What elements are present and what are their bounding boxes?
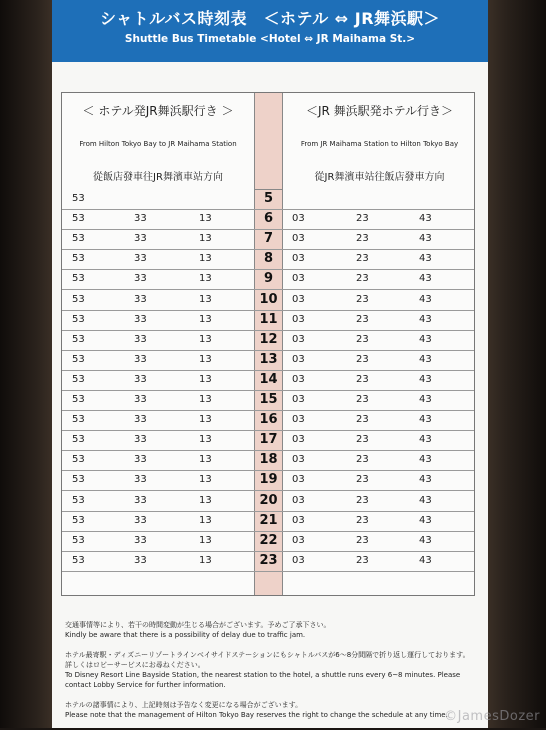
note-bayside-jp: ホテル最寄駅・ディズニーリゾートラインベイサイドステーションにもシャトルバスが6〜8分間隔で折り返し運行しております。 <box>65 651 470 659</box>
outbound-minute: 13 <box>199 394 212 405</box>
outbound-minute: 33 <box>134 353 147 365</box>
outbound-minute: 53 <box>72 414 85 426</box>
outbound-minute: 13 <box>199 313 212 325</box>
inbound-minute: 23 <box>356 273 369 285</box>
inbound-minute: 23 <box>356 253 369 265</box>
inbound-minute: 43 <box>419 534 432 546</box>
header-banner <box>52 0 488 62</box>
outbound-minute: 13 <box>199 293 212 305</box>
outbound-minute: 53 <box>72 554 85 566</box>
inbound-minute: 03 <box>292 313 305 325</box>
table-row <box>62 512 474 532</box>
inbound-minute: 23 <box>356 313 369 325</box>
outbound-chinese: 從飯店發車往JR舞濱車站方向 <box>93 172 223 183</box>
note-change-jp: ホテルの諸事情により、上記時刻は予告なく変更になる場合がございます。 <box>65 701 303 709</box>
note-delay-en: Kindly be aware that there is a possibility of delay due to traffic jam. <box>65 631 306 639</box>
table-row <box>62 311 474 331</box>
note-bayside-en2: contact Lobby Service for further information. <box>65 681 226 689</box>
outbound-minute: 33 <box>134 273 147 285</box>
note-delay <box>65 620 479 640</box>
outbound-column-header <box>62 93 254 189</box>
inbound-minute: 43 <box>419 474 432 486</box>
inbound-chinese: 從JR舞濱車站往飯店發車方向 <box>314 172 445 183</box>
table-row <box>62 572 474 592</box>
inbound-minute: 23 <box>356 454 369 466</box>
outbound-minute: 13 <box>199 434 212 446</box>
notes-section <box>65 620 479 730</box>
inbound-minute: 43 <box>419 293 432 305</box>
outbound-minute: 13 <box>199 454 212 466</box>
inbound-column-header <box>283 93 476 189</box>
outbound-minute: 53 <box>72 373 85 385</box>
inbound-minute: 23 <box>356 373 369 385</box>
inbound-minute: 23 <box>356 213 369 225</box>
inbound-minute: 23 <box>356 534 369 546</box>
hour-label: 13 <box>259 351 278 367</box>
hour-label: 18 <box>259 452 278 468</box>
table-row <box>62 371 474 391</box>
outbound-minute: 13 <box>199 233 212 245</box>
inbound-minute: 43 <box>419 353 432 365</box>
inbound-minute: 03 <box>292 454 305 466</box>
inbound-minute: 43 <box>419 213 432 225</box>
hour-label: 10 <box>259 291 278 307</box>
outbound-minute: 53 <box>72 333 85 345</box>
inbound-minute: 03 <box>292 514 305 526</box>
outbound-title: ＜ ホテル発JR舞浜駅行き ＞ <box>82 104 234 118</box>
hour-label: 5 <box>263 191 274 206</box>
note-bayside-jp2: 詳しくはロビーサービスにお尋ねください。 <box>65 661 205 669</box>
outbound-minute: 53 <box>72 514 85 526</box>
outbound-minute: 53 <box>72 434 85 446</box>
outbound-minute: 33 <box>134 494 147 506</box>
hour-label: 15 <box>259 392 278 407</box>
inbound-minute: 23 <box>356 293 369 305</box>
inbound-minute: 23 <box>356 233 369 245</box>
inbound-minute: 03 <box>292 253 305 265</box>
outbound-minute: 33 <box>134 293 147 305</box>
hour-label: 19 <box>259 472 278 488</box>
outbound-minute: 33 <box>134 474 147 486</box>
inbound-minute: 03 <box>292 414 305 426</box>
inbound-minute: 03 <box>292 333 305 345</box>
hour-label: 9 <box>263 271 274 287</box>
note-bayside-en: To Disney Resort Line Bayside Station, the nearest station to the hotel, a shuttle runs every 6~8 minutes. Please <box>65 671 461 679</box>
outbound-minute: 33 <box>134 233 147 245</box>
note-bayside <box>65 650 479 690</box>
hour-label: 17 <box>259 432 278 448</box>
hour-label: 8 <box>263 251 274 267</box>
inbound-minute: 43 <box>419 514 432 526</box>
outbound-minute: 13 <box>199 514 212 526</box>
watermark-text: ©JamesDozer <box>444 709 540 724</box>
outbound-minute: 53 <box>72 293 85 305</box>
outbound-minute: 33 <box>134 373 147 385</box>
outbound-minute: 13 <box>199 213 212 225</box>
title-english: Shuttle Bus Timetable <Hotel ⇔ JR Maihama St.> <box>124 33 416 45</box>
outbound-minute: 13 <box>199 474 212 486</box>
outbound-minute: 33 <box>134 213 147 225</box>
inbound-minute: 23 <box>356 353 369 365</box>
outbound-minute: 53 <box>72 253 85 265</box>
inbound-minute: 23 <box>356 333 369 345</box>
hour-label: 21 <box>259 512 278 528</box>
outbound-minute: 33 <box>134 253 147 265</box>
inbound-minute: 43 <box>419 373 432 385</box>
outbound-minute: 53 <box>72 273 85 285</box>
outbound-minute: 33 <box>134 414 147 426</box>
outbound-minute: 13 <box>199 253 212 265</box>
outbound-minute: 13 <box>199 353 212 365</box>
outbound-minute: 33 <box>134 454 147 466</box>
table-row <box>62 391 474 411</box>
inbound-minute: 23 <box>356 474 369 486</box>
table-row <box>62 411 474 431</box>
inbound-minute: 43 <box>419 333 432 345</box>
outbound-minute: 53 <box>72 233 85 245</box>
table-row <box>62 471 474 491</box>
inbound-minute: 43 <box>419 554 432 566</box>
outbound-minute: 33 <box>134 333 147 345</box>
table-row <box>62 291 474 311</box>
inbound-minute: 23 <box>356 514 369 526</box>
outbound-minute: 33 <box>134 534 147 546</box>
outbound-minute: 13 <box>199 534 212 546</box>
inbound-minute: 03 <box>292 233 305 245</box>
table-row <box>62 351 474 371</box>
note-delay-jp: 交通事情等により、若干の時間変動が生じる場合がございます。予めご了承下さい。 <box>65 621 331 629</box>
hour-label: 16 <box>259 412 278 428</box>
table-row <box>62 210 474 230</box>
outbound-minute: 33 <box>134 514 147 526</box>
inbound-minute: 03 <box>292 534 305 546</box>
table-row <box>62 230 474 250</box>
timetable-board <box>52 0 488 728</box>
outbound-minute: 53 <box>72 494 85 506</box>
hour-label: 20 <box>259 492 278 508</box>
inbound-minute: 43 <box>419 313 432 325</box>
hour-label: 11 <box>259 311 278 327</box>
inbound-english: From JR Maihama Station to Hilton Tokyo Bay <box>300 140 459 148</box>
outbound-minute: 33 <box>134 554 147 566</box>
hour-label: 14 <box>259 371 278 387</box>
inbound-minute: 23 <box>356 554 369 566</box>
table-row <box>62 532 474 552</box>
outbound-minute: 53 <box>72 454 85 466</box>
inbound-minute: 03 <box>292 273 305 285</box>
inbound-minute: 03 <box>292 474 305 486</box>
note-schedule-change <box>65 700 479 720</box>
outbound-minute: 53 <box>72 193 85 204</box>
dark-frame-left <box>0 0 52 728</box>
outbound-minute: 33 <box>134 434 147 446</box>
title-japanese: シャトルバス時刻表 ＜ホテル ⇔ JR舞浜駅＞ <box>99 9 441 28</box>
outbound-minute: 13 <box>199 373 212 385</box>
outbound-minute: 33 <box>134 313 147 325</box>
outbound-minute: 53 <box>72 353 85 365</box>
inbound-minute: 03 <box>292 494 305 506</box>
outbound-english: From Hilton Tokyo Bay to JR Maihama Station <box>79 140 237 148</box>
hour-label: 6 <box>263 211 274 227</box>
inbound-minute: 23 <box>356 394 369 405</box>
hour-label: 23 <box>259 552 278 568</box>
table-row <box>62 492 474 512</box>
inbound-minute: 23 <box>356 494 369 506</box>
outbound-minute: 53 <box>72 474 85 486</box>
inbound-minute: 03 <box>292 293 305 305</box>
outbound-minute: 53 <box>72 313 85 325</box>
outbound-minute: 13 <box>199 273 212 285</box>
hour-label: 12 <box>259 331 278 347</box>
outbound-minute: 53 <box>72 394 85 405</box>
inbound-minute: 03 <box>292 353 305 365</box>
table-row <box>62 451 474 471</box>
inbound-minute: 03 <box>292 434 305 446</box>
inbound-minute: 03 <box>292 554 305 566</box>
hour-label: 7 <box>263 231 274 247</box>
table-row <box>62 270 474 290</box>
inbound-minute: 03 <box>292 394 305 405</box>
inbound-minute: 43 <box>419 434 432 446</box>
note-change-en: Please note that the management of Hilton Tokyo Bay reserves the right to change the schedule at any time. <box>65 711 448 719</box>
inbound-minute: 43 <box>419 394 432 405</box>
inbound-minute: 43 <box>419 273 432 285</box>
table-row <box>62 552 474 572</box>
hour-label: 22 <box>259 532 278 548</box>
outbound-minute: 13 <box>199 414 212 426</box>
outbound-minute: 33 <box>134 394 147 405</box>
outbound-minute: 53 <box>72 534 85 546</box>
timetable-table <box>61 92 475 596</box>
inbound-minute: 43 <box>419 233 432 245</box>
inbound-minute: 43 <box>419 454 432 466</box>
table-row <box>62 250 474 270</box>
outbound-minute: 13 <box>199 333 212 345</box>
inbound-minute: 43 <box>419 253 432 265</box>
table-row <box>62 190 474 210</box>
inbound-minute: 23 <box>356 414 369 426</box>
table-row <box>62 331 474 351</box>
outbound-minute: 13 <box>199 554 212 566</box>
inbound-minute: 03 <box>292 213 305 225</box>
inbound-minute: 23 <box>356 434 369 446</box>
inbound-title: ＜JR 舞浜駅発ホテル行き＞ <box>305 104 454 118</box>
outbound-minute: 53 <box>72 213 85 225</box>
outbound-minute: 13 <box>199 494 212 506</box>
inbound-minute: 03 <box>292 373 305 385</box>
inbound-minute: 43 <box>419 414 432 426</box>
inbound-minute: 43 <box>419 494 432 506</box>
dark-frame-right <box>488 0 546 728</box>
table-row <box>62 431 474 451</box>
